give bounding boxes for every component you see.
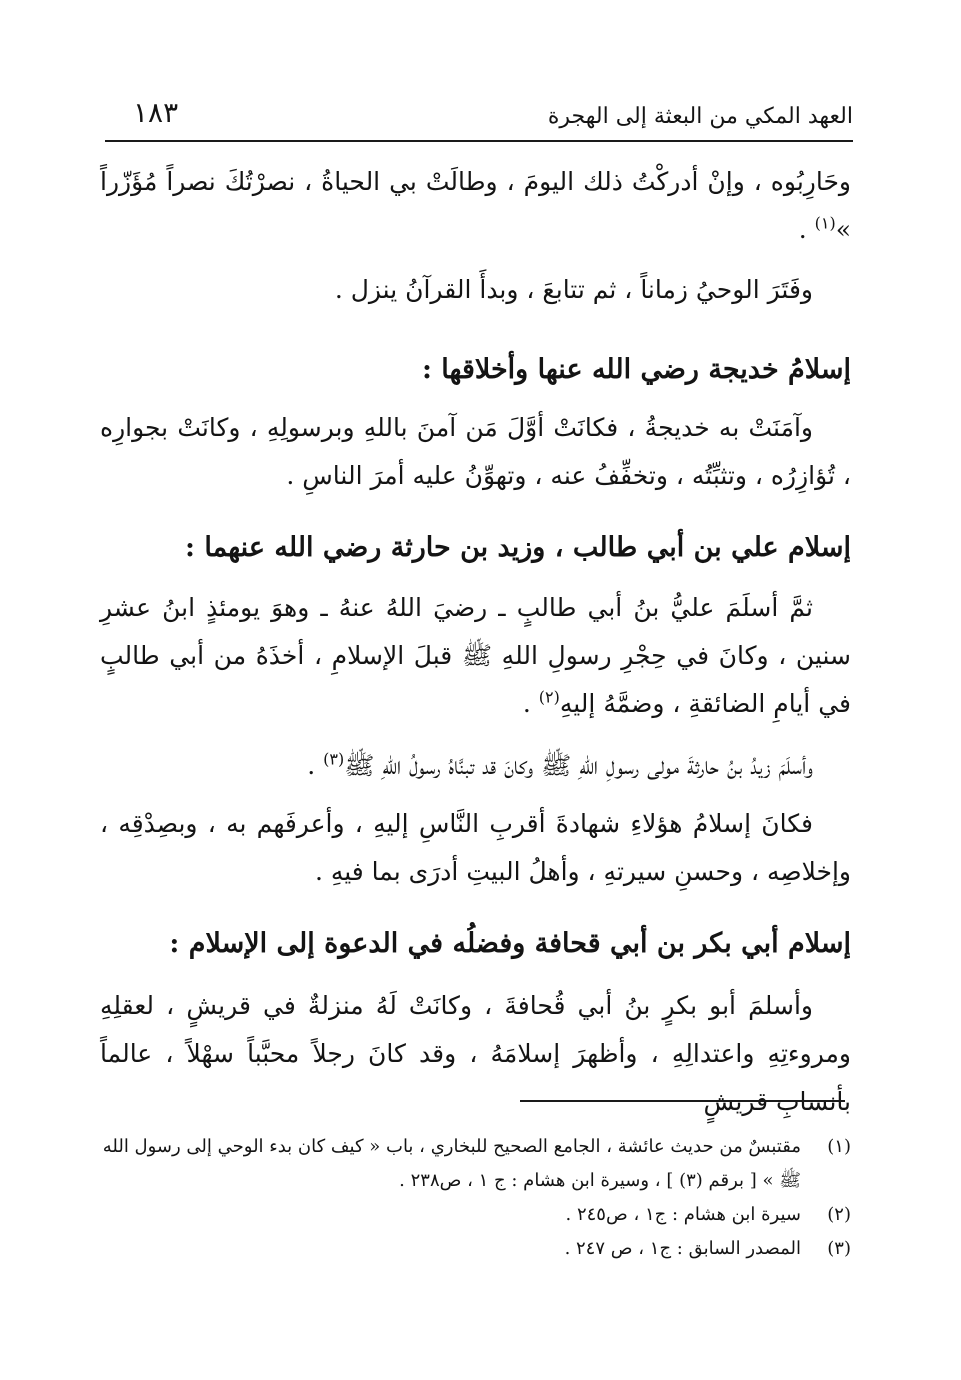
header-title: العهد المكي من البعثة إلى الهجرة (547, 104, 853, 129)
paragraph-continuation (100, 158, 851, 254)
footnote-number: (٢) (827, 1204, 851, 1225)
footnote-ref: (٢) (538, 687, 560, 707)
paragraph-abu-bakr (100, 982, 851, 1126)
paragraph-text: ثمَّ أسلَمَ عليُّ بنُ أبي طالبٍ ـ رضيَ اللهُ عنهُ ـ وهوَ يومئذٍ ابنُ عشرِ سنين ، وكانَ في حِجْرِ رسولِ اللهِ ﷺ قبلَ الإسلامِ ، أخذَهُ من أبي طالبٍ في أيامِ الضائقةِ ، وضمَّهُ إليهِ (100, 593, 851, 718)
footnote-ref: (١) (814, 213, 836, 233)
paragraph-text: فكانَ إسلامُ هؤلاءِ شهادةَ أقربِ النَّاسِ إليهِ ، وأعرفَهم به ، وبصِدْقِه ، وإخلاصِه ، وحسنِ سيرتهِ ، وأهلُ البيتِ أدرَى بما فيهِ . (100, 809, 851, 886)
section-heading: إسلامُ خديجة رضي الله عنها وأخلاقها : (421, 354, 851, 385)
footnotes (100, 1130, 851, 1266)
paragraph-end: . (307, 751, 324, 780)
footnote-ref: (٣) (323, 749, 345, 769)
paragraph-testimony (100, 800, 851, 896)
section-heading: إسلام علي بن أبي طالب ، وزيد بن حارثة رضي الله عنهما : (185, 532, 851, 563)
page-number: ١٨٣ (133, 96, 179, 129)
paragraph-text: وأسلمَ أبو بكرٍ بنُ أبي قُحافةَ ، وكانَتْ لَهُ منزلةٌ في قريشٍ ، لعقلِهِ ومروءتِهِ واعتدالِهِ ، وأظهرَ إسلامَهُ ، وقد كانَ رجلاً محبَّباً سهْلاً ، عالماً بأنسابِ قريشٍ (100, 991, 851, 1116)
section-heading: إسلام أبي بكر بن أبي قحافة وفضلُه في الدعوة إلى الإسلام : (169, 928, 851, 959)
footnote-text: سيرة ابن هشام : ج١ ، ص٢٤٥ . (565, 1204, 801, 1225)
running-header (105, 96, 853, 142)
footnote-divider (520, 1100, 845, 1102)
paragraph-text: وحَارِبُوه ، وإنْ أدركْتُ ذلك اليومَ ، وطالَتْ بي الحياةُ ، نصرْتُكَ نصراً مُؤَزّراً » (100, 167, 851, 244)
paragraph-text: وفَتَرَ الوحيُ زماناً ، ثم تتابعَ ، وبدأَ القرآنُ ينزل . (334, 275, 813, 304)
section-heading-abu-bakr (100, 920, 851, 968)
footnote-number: (١) (827, 1136, 851, 1157)
paragraph-ali (100, 584, 851, 728)
paragraph-zaid (100, 742, 851, 790)
footnote-3 (100, 1232, 851, 1266)
section-heading-ali-zaid (100, 524, 851, 572)
paragraph-khadija (100, 404, 851, 500)
footnote-number: (٣) (827, 1238, 851, 1259)
paragraph-revelation (100, 266, 851, 314)
footnote-1 (100, 1130, 851, 1198)
paragraph-text: وآمَنَتْ به خديجةُ ، فكانَتْ أوَّلَ مَن آمنَ باللهِ وبرسولِهِ ، وكانَتْ بجوارِه ، تُؤازِرُه ، وتثبِّتُه ، وتخفِّفُ عنه ، وتهوِّنُ عليه أمرَ الناسِ . (100, 413, 851, 490)
paragraph-end: . (522, 689, 539, 718)
footnote-text: المصدر السابق : ج١ ، ص ٢٤٧ . (564, 1238, 801, 1259)
footnote-text: مقتبسٌ من حديث عائشة ، الجامع الصحيح للبخاري ، باب « كيف كان بدء الوحي إلى رسول الله ﷺ » [ برقم (٣) ] ، وسيرة ابن هشام : ج ١ ، ص٢٣٨ . (102, 1136, 801, 1191)
paragraph-text: وأسلَمَ زيدُ بنُ حارثةَ مولى رسولِ اللهِ ﷺ وكانَ قد تبنَّاهُ رسولُ اللهِ ﷺ (344, 751, 813, 780)
footnote-2 (100, 1198, 851, 1232)
section-heading-khadija (100, 346, 851, 394)
paragraph-end: . (798, 215, 815, 244)
